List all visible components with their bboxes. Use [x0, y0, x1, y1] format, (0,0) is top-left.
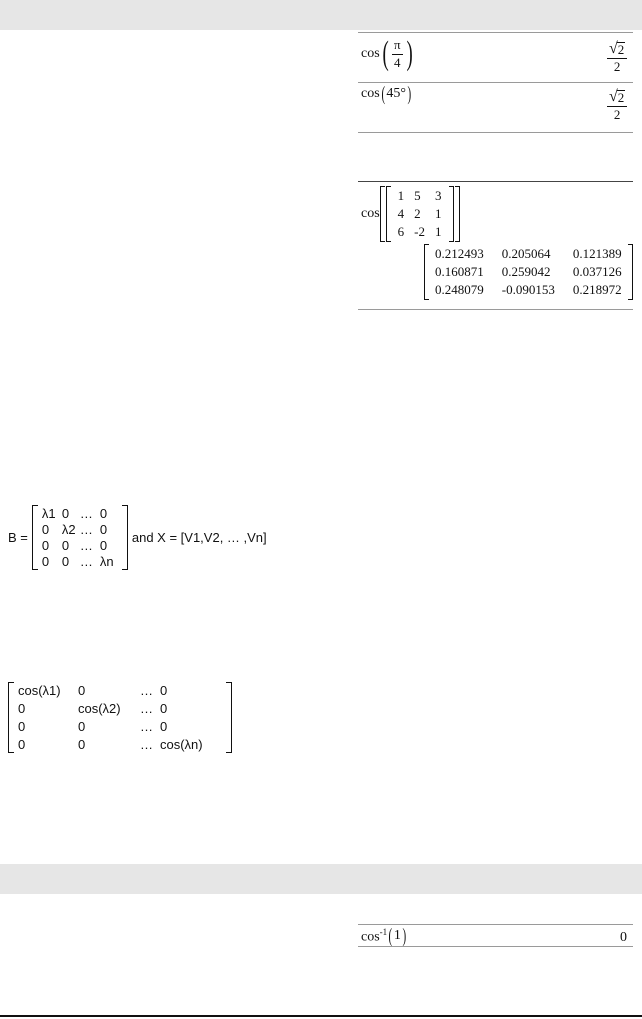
matrix-cell: 0.259042 — [501, 264, 551, 279]
matrix-cell: … — [140, 683, 153, 698]
matrix-cell: cos(λ2) — [78, 701, 121, 716]
result-sqrt2-over-2-a: √ 2 2 — [606, 40, 628, 74]
figure-cos-diagonal-matrix — [8, 682, 232, 756]
matrix-cell: … — [79, 538, 93, 553]
matrix-cell: 0 — [99, 522, 108, 537]
matrix-cell: 0.121389 — [572, 246, 622, 261]
matrix-cell: 5 — [414, 188, 421, 203]
matrix-cell: 0 — [160, 719, 168, 734]
matrix-cell: λn — [99, 554, 114, 569]
input-matrix — [380, 186, 460, 242]
matrix-cell: … — [79, 522, 93, 537]
matrix-cell: 0 — [18, 701, 26, 716]
section-header-band-acos — [0, 864, 642, 894]
acos-example-rule-bottom — [358, 946, 633, 947]
matrix-cell: 0.037126 — [572, 264, 622, 279]
acos-example-rule-top — [358, 924, 633, 925]
result-sqrt2-over-2-b: √ 2 2 — [606, 88, 628, 122]
matrix-cell: 0 — [160, 701, 168, 716]
matrix-cell: λ2 — [61, 522, 76, 537]
fraction-numerator: π — [392, 38, 403, 54]
example-rule-top — [358, 32, 633, 33]
matrix-cell: 0 — [41, 554, 50, 569]
example-rule-bottom — [358, 132, 633, 133]
matrix-cell: … — [79, 506, 93, 521]
matrix-cell: 0.160871 — [435, 264, 484, 279]
matrix-example-rule-top — [358, 181, 633, 182]
result-denominator: 2 — [613, 59, 621, 74]
matrix-cell: -2 — [414, 224, 426, 239]
matrix-example-rule-bottom — [358, 309, 633, 310]
figure-b-matrix — [8, 505, 267, 570]
matrix-cell: λ1 — [41, 506, 56, 521]
matrix-cell: 6 — [397, 224, 405, 239]
expr-acos-1: $\cos^{-1}$ ( 1 ) — [361, 925, 407, 947]
matrix-cell: 3 — [435, 188, 442, 203]
matrix-cell: cos(λ1) — [18, 683, 61, 698]
matrix-cell: 0 — [78, 719, 86, 734]
matrix-cell: 0 — [78, 737, 86, 752]
fraction — [391, 38, 404, 70]
matrix-cell: 0 — [99, 506, 108, 521]
matrix-cell: 0.248079 — [435, 282, 484, 297]
section-header-band-cos — [0, 0, 642, 30]
matrix-cell: 1 — [435, 224, 442, 239]
matrix-cell: 0 — [160, 683, 168, 698]
result-acos-1: 0 — [620, 930, 627, 945]
matrix-cell: 1 — [397, 188, 405, 203]
matrix-cell: 0 — [61, 554, 70, 569]
fn-acos: $\cos^{-1}$ — [361, 926, 388, 945]
fn-name: cos — [361, 46, 380, 61]
sqrt-radicand: 2 — [617, 41, 625, 57]
output-matrix — [424, 244, 633, 305]
matrix-cell: … — [140, 701, 153, 716]
b-equals-label: B = — [8, 530, 28, 545]
matrix-cell: … — [140, 737, 153, 752]
matrix-cell: 0 — [41, 522, 50, 537]
page-bottom-rule — [0, 1015, 642, 1017]
and-x-label: and X = [V1,V2, … ,Vn] — [131, 530, 267, 545]
example-rule-mid — [358, 82, 633, 83]
matrix-cell: … — [79, 554, 93, 569]
matrix-cell: 0 — [61, 538, 70, 553]
matrix-cell: 1 — [435, 206, 442, 221]
matrix-cell: 4 — [397, 206, 405, 221]
matrix-cell: 0 — [18, 719, 26, 734]
matrix-cell: 0 — [41, 538, 50, 553]
matrix-cell: 0 — [61, 506, 70, 521]
matrix-cell: 0 — [99, 538, 108, 553]
matrix-cell: 0 — [18, 737, 26, 752]
matrix-cell: 0.205064 — [501, 246, 551, 261]
fraction-denominator: 4 — [394, 54, 401, 70]
matrix-cell: 2 — [414, 206, 421, 221]
matrix-cell: … — [140, 719, 153, 734]
matrix-cell: cos(λn) — [160, 737, 203, 752]
matrix-cell: 0.212493 — [435, 246, 484, 261]
matrix-cell: 0.218972 — [572, 282, 622, 297]
expr-cos-pi-over-4: cos ( $\frac{\pi}{4}$ ) — [361, 35, 413, 72]
matrix-cell: 0 — [78, 683, 86, 698]
matrix-cell: -0.090153 — [501, 282, 555, 297]
expr-cos-matrix: cos 1 5 3 4 2 1 6 -2 1 — [361, 186, 460, 242]
expr-cos-45-deg: cos ( 45° ) — [361, 83, 412, 105]
